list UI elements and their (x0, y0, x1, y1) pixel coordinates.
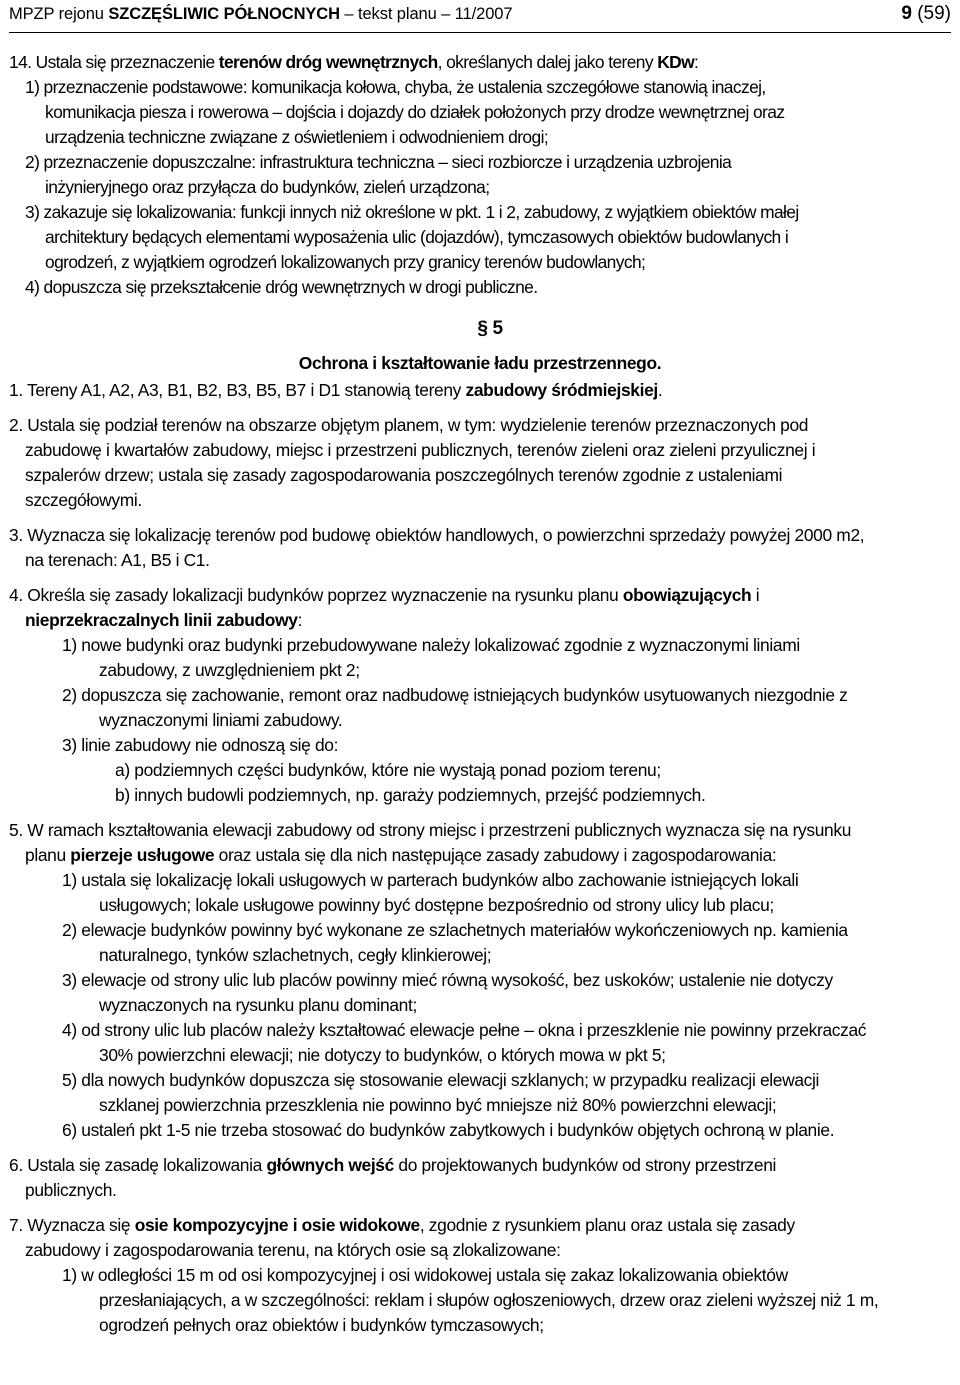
item-5-sub-5-cont: szklanej powierzchnia przeszklenia nie powinno być mniejsze niż 80% powierzchni elewacji; (99, 1095, 777, 1115)
item-3: 3. Wyznacza się lokalizację terenów pod budowę obiektów handlowych, o powierzchni sprzedaży powyżej 2000 m2, (9, 525, 865, 545)
item-4-sub-2: 2) dopuszcza się zachowanie, remont oraz nadbudowę istniejących budynków usytuowanych niezgodnie z (62, 685, 848, 705)
item-2-cont3: szczegółowymi. (25, 490, 142, 510)
item-2: 2. Ustala się podział terenów na obszarze objętym planem, w tym: wydzielenie terenów przeznaczonych pod (9, 415, 809, 435)
item-5-sub-2: 2) elewacje budynków powinny być wykonane ze szlachetnych materiałów wykończeniowych np. kamienia (62, 920, 848, 940)
item-6-cont: publicznych. (25, 1180, 117, 1200)
header-title: MPZP rejonu SZCZĘŚLIWIC PÓŁNOCNYCH – tekst planu – 11/2007 (9, 5, 513, 23)
item-7: 7. Wyznacza się osie kompozycyjne i osie widokowe, zgodnie z rysunkiem planu oraz ustala się zasady (9, 1215, 795, 1235)
item-7-cont: zabudowy i zagospodarowania terenu, na których osie są zlokalizowane: (25, 1240, 561, 1260)
sec14-point-3-cont: architektury będących elementami wyposażenia ulic (dojazdów), tymczasowych obiektów budowlanych i (45, 227, 789, 247)
item-7-sub-1-cont: przesłaniających, a w szczególności: reklam i słupów ogłoszeniowych, drzew oraz zieleni wyższej niż 1 m, (99, 1290, 879, 1310)
sec14-intro: 14. Ustala się przeznaczenie terenów dróg wewnętrznych, określanych dalej jako tereny KDw: (9, 52, 699, 72)
item-5-sub-1-cont: usługowych; lokale usługowe powinny być dostępne bezpośrednio od strony ulicy lub placu; (99, 895, 774, 915)
item-7-sub-1: 1) w odległości 15 m od osi kompozycyjnej i osi widokowej ustala się zakaz lokalizowania obiektów (62, 1265, 788, 1285)
item-4: 4. Określa się zasady lokalizacji budynków poprzez wyznaczenie na rysunku planu obowiązujących i (9, 585, 760, 605)
item-5: 5. W ramach kształtowania elewacji zabudowy od strony miejsc i przestrzeni publicznych wyznacza się na rysunku (9, 820, 852, 840)
item-5-cont: planu pierzeje usługowe oraz ustala się dla nich następujące zasady zabudowy i zagospodarowania: (25, 845, 777, 865)
page-header (9, 2, 951, 33)
item-5-sub-3-cont: wyznaczonych na rysunku planu dominant; (99, 995, 417, 1015)
item-5-sub-4-cont: 30% powierzchni elewacji; nie dotyczy to budynków, o których mowa w pkt 5; (99, 1045, 666, 1065)
item-4-sub-1-cont: zabudowy, z uwzględnieniem pkt 2; (99, 660, 360, 680)
item-5-sub-5: 5) dla nowych budynków dopuszcza się stosowanie elewacji szklanych; w przypadku realizacji elewacji (62, 1070, 820, 1090)
item-4-sub-3: 3) linie zabudowy nie odnoszą się do: (62, 735, 339, 755)
item-4-sub-2-cont: wyznaczonymi liniami zabudowy. (99, 710, 343, 730)
item-5-sub-2-cont: naturalnego, tynków szlachetnych, cegły klinkierowej; (99, 945, 492, 965)
item-5-sub-1: 1) ustala się lokalizację lokali usługowych w parterach budynków albo zachowanie istniejących lokali (62, 870, 799, 890)
sec14-point-3: 3) zakazuje się lokalizowania: funkcji innych niż określone w pkt. 1 i 2, zabudowy, z wyjątkiem obiektów małej (25, 202, 799, 222)
sec14-point-3-cont2: ogrodzeń, z wyjątkiem ogrodzeń lokalizowanych przy granicy terenów budowlanych; (45, 252, 646, 272)
item-1: 1. Tereny A1, A2, A3, B1, B2, B3, B5, B7 i D1 stanowią tereny zabudowy śródmiejskiej. (9, 380, 663, 400)
item-2-cont: zabudowę i kwartałów zabudowy, miejsc i przestrzeni publicznych, terenów zieleni oraz zieleni przyulicznej i (25, 440, 816, 460)
item-4-sub-3a: a) podziemnych części budynków, które nie wystają ponad poziom terenu; (115, 760, 661, 780)
sec14-point-1-cont: komunikacja piesza i rowerowa – dojścia i dojazdy do działek położonych przy drodze wewnętrznej oraz (45, 102, 785, 122)
item-4-sub-3b: b) innych budowli podziemnych, np. garaży podziemnych, przejść podziemnych. (115, 785, 706, 805)
item-5-sub-4: 4) od strony ulic lub placów należy kształtować elewacje pełne – okna i przeszklenie nie powinny przekraczać (62, 1020, 867, 1040)
item-5-sub-3: 3) elewacje od strony ulic lub placów powinny mieć równą wysokość, bez uskoków; ustalenie nie dotyczy (62, 970, 833, 990)
sec14-point-2: 2) przeznaczenie dopuszczalne: infrastruktura techniczna – sieci rozbiorcze i urządzenia uzbrojenia (25, 152, 732, 172)
section-14 (9, 50, 951, 300)
document-body (9, 50, 951, 1338)
item-4-sub-1: 1) nowe budynki oraz budynki przebudowywane należy lokalizować zgodnie z wyznaczonymi liniami (62, 635, 800, 655)
item-2-cont2: szpalerów drzew; ustala się zasady zagospodarowania poszczególnych terenów zgodnie z ustaleniami (25, 465, 783, 485)
sec14-point-4: 4) dopuszcza się przekształcenie dróg wewnętrznych w drogi publiczne. (25, 277, 538, 297)
page-number: 9 (59) (901, 3, 951, 24)
item-6: 6. Ustala się zasadę lokalizowania głównych wejść do projektowanych budynków od strony przestrzeni (9, 1155, 777, 1175)
item-5-sub-6: 6) ustaleń pkt 1-5 nie trzeba stosować do budynków zabytkowych i budynków objętych ochroną w planie. (62, 1120, 835, 1140)
section-mark: § 5 (477, 318, 503, 339)
sec14-point-1: 1) przeznaczenie podstawowe: komunikacja kołowa, chyba, że ustalenia szczegółowe stanowią inaczej, (25, 77, 766, 97)
item-7-sub-1-cont2: ogrodzeń pełnych oraz obiektów i budynków tymczasowych; (99, 1315, 544, 1335)
item-3-cont: na terenach: A1, B5 i C1. (25, 550, 210, 570)
section-title: Ochrona i kształtowanie ładu przestrzennego. (298, 353, 662, 373)
sec14-point-1-cont2: urządzenia techniczne związane z oświetleniem i odwodnieniem drogi; (45, 127, 549, 147)
sec14-point-2-cont: inżynieryjnego oraz przyłącza do budynków, zieleń urządzona; (45, 177, 490, 197)
item-4-cont: nieprzekraczalnych linii zabudowy: (25, 610, 303, 630)
